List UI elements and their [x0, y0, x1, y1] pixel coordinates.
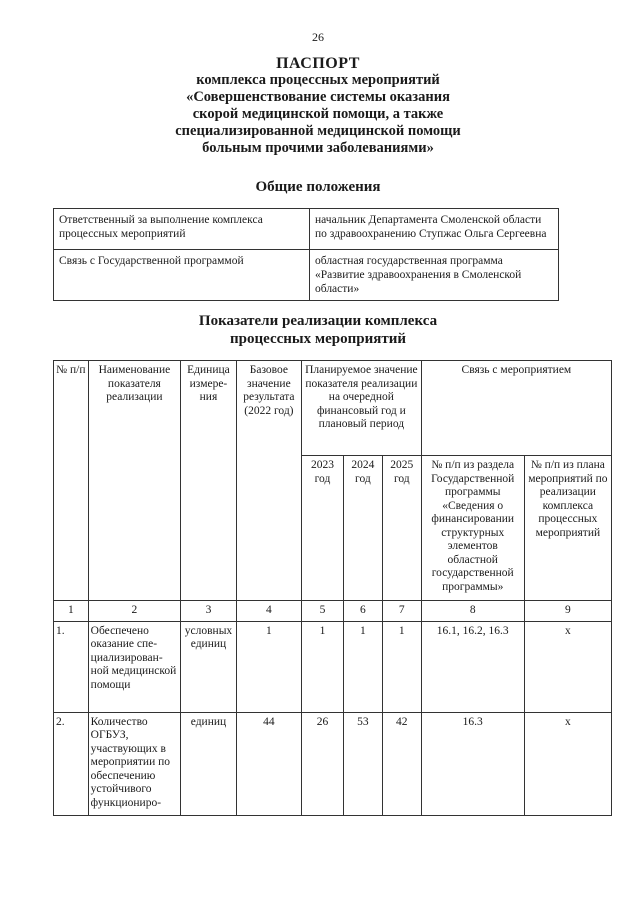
column-number: 5 — [301, 601, 343, 622]
row-unit: единиц — [181, 712, 237, 815]
general-table — [53, 208, 559, 301]
title-passport: ПАСПОРТ — [276, 55, 360, 72]
header-num: № п/п — [54, 361, 89, 601]
header-base: Базовое значение результата (2022 год) — [236, 361, 301, 601]
title-line: «Совершенствование системы оказания — [186, 89, 450, 105]
header-2025: 2025 год — [382, 456, 421, 601]
row-link-gp: 16.3 — [421, 712, 524, 815]
page-number: 26 — [312, 30, 324, 44]
row-link-plan: x — [524, 712, 611, 815]
general-label: Ответственный за выполнение комплекса процессных мероприятий — [54, 209, 310, 250]
table-row — [54, 209, 559, 250]
header-link-plan: № п/п из плана мероприятий по реализации комплекса процессных мероприятий — [524, 456, 611, 601]
column-number: 1 — [54, 601, 89, 622]
column-number-row — [54, 601, 612, 622]
column-number: 7 — [382, 601, 421, 622]
row-name: Количество ОГБУЗ, участвующих в мероприятии по обеспечению устойчивого функциониро- — [88, 712, 180, 815]
row-2025: 42 — [382, 712, 421, 815]
title-line: комплекса процессных мероприятий — [196, 72, 440, 88]
column-number: 3 — [181, 601, 237, 622]
table-row — [54, 250, 559, 301]
indicators-table — [53, 360, 612, 816]
row-num: 2. — [54, 712, 89, 815]
general-value: начальник Департамента Смоленской области по здравоохранению Ступжас Ольга Сергеевна — [310, 209, 559, 250]
header-unit: Единица измере-ния — [181, 361, 237, 601]
header-link-gp: № п/п из раздела Государственной программы «Сведения о финансировании структурных элементов областной государственной программы» — [421, 456, 524, 601]
header-name: Наименование показателя реализации — [88, 361, 180, 601]
header-2024: 2024 год — [343, 456, 382, 601]
general-heading: Общие положения — [255, 179, 381, 195]
indicators-heading-line: Показатели реализации комплекса — [198, 313, 438, 329]
row-base: 44 — [236, 712, 301, 815]
header-row — [54, 361, 612, 456]
row-unit: условных единиц — [181, 621, 237, 712]
indicators-heading — [0, 312, 636, 348]
header-2023: 2023 год — [301, 456, 343, 601]
table-row — [54, 712, 612, 815]
general-label: Связь с Государственной программой — [54, 250, 310, 301]
document-title — [0, 55, 636, 157]
table-row — [54, 621, 612, 712]
row-2023: 1 — [301, 621, 343, 712]
row-2023: 26 — [301, 712, 343, 815]
indicators-heading-line: процессных мероприятий — [229, 331, 406, 347]
title-line: специализированной медицинской помощи — [175, 123, 461, 139]
row-name: Обеспечено оказание спе-циализирован-ной медицинской помощи — [88, 621, 180, 712]
column-number: 9 — [524, 601, 611, 622]
title-line: скорой медицинской помощи, а также — [192, 106, 444, 122]
header-planned: Планируемое значение показателя реализации на очередной финансовый год и плановый период — [301, 361, 421, 456]
row-num: 1. — [54, 621, 89, 712]
title-line: больным прочими заболеваниями» — [202, 140, 434, 156]
column-number: 8 — [421, 601, 524, 622]
header-link: Связь с мероприятием — [421, 361, 611, 456]
column-number: 2 — [88, 601, 180, 622]
general-value: областная государственная программа «Развитие здравоохранения в Смоленской области» — [310, 250, 559, 301]
column-number: 4 — [236, 601, 301, 622]
column-number: 6 — [343, 601, 382, 622]
row-link-gp: 16.1, 16.2, 16.3 — [421, 621, 524, 712]
row-link-plan: x — [524, 621, 611, 712]
row-base: 1 — [236, 621, 301, 712]
row-2024: 1 — [343, 621, 382, 712]
row-2024: 53 — [343, 712, 382, 815]
row-2025: 1 — [382, 621, 421, 712]
